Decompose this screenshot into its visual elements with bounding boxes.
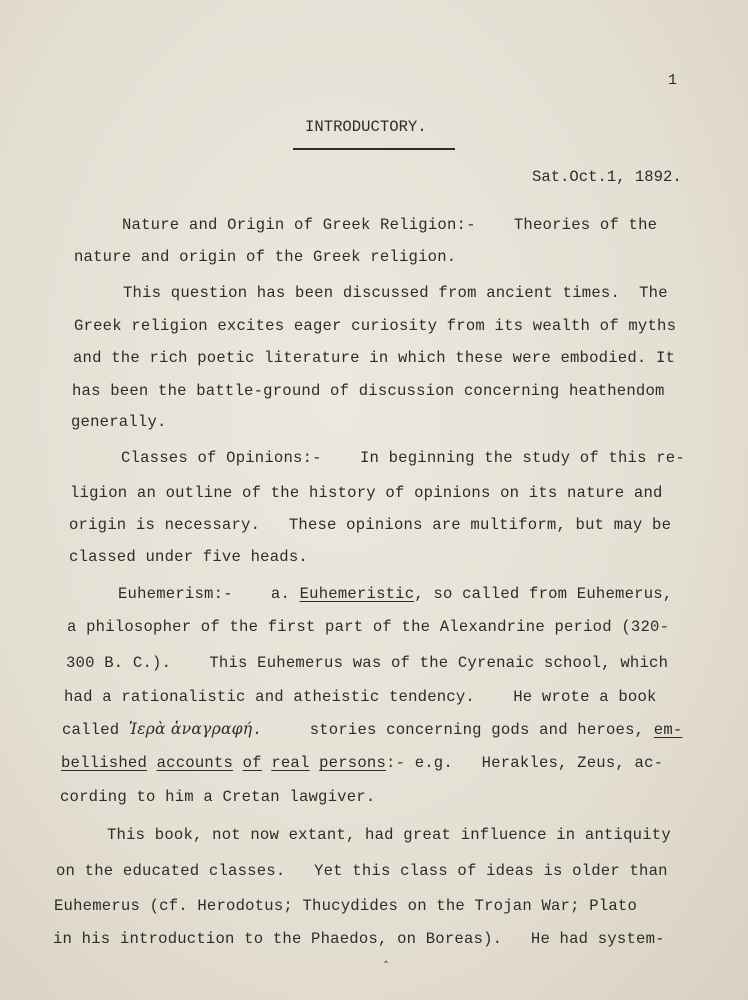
text-line: cording to him a Cretan lawgiver. bbox=[60, 788, 376, 806]
text-line: 300 B. C.). This Euhemerus was of the Cyrenaic school, which bbox=[66, 654, 669, 672]
text-line: Greek religion excites eager curiosity from its wealth of myths bbox=[74, 317, 677, 335]
text-line: generally. bbox=[71, 413, 167, 431]
title-underline bbox=[293, 148, 455, 150]
text-line: Nature and Origin of Greek Religion:- Theories of the bbox=[122, 216, 658, 234]
text-line: Euhemerism:- a. Euhemeristic, so called from Euhemerus, bbox=[118, 585, 673, 603]
text-line: This book, not now extant, had great influence in antiquity bbox=[107, 826, 671, 844]
underlined-term: bellished bbox=[61, 754, 148, 772]
page-title: INTRODUCTORY. bbox=[305, 118, 427, 136]
underlined-term: persons bbox=[319, 754, 387, 772]
underlined-term: em- bbox=[653, 721, 683, 739]
text-line: has been the battle-ground of discussion concerning heathendom bbox=[72, 382, 665, 400]
text-line: origin is necessary. These opinions are multiform, but may be bbox=[69, 516, 672, 534]
text-line: nature and origin of the Greek religion. bbox=[74, 248, 457, 266]
text-line: on the educated classes. Yet this class of ideas is older than bbox=[56, 862, 668, 880]
text-line: Classes of Opinions:- In beginning the study of this re- bbox=[121, 449, 685, 467]
text-line: a philosopher of the first part of the Alexandrine period (320- bbox=[67, 618, 670, 636]
text-line: bellished accounts of real persons:- e.g. Herakles, Zeus, ac- bbox=[61, 754, 664, 772]
underlined-term: accounts bbox=[156, 754, 234, 772]
text-line: called Ἱερὰ ἀναγραφή. stories concerning gods and heroes, em- bbox=[62, 720, 683, 739]
underlined-term: Euhemeristic bbox=[299, 585, 415, 603]
text-line: ligion an outline of the history of opinions on its nature and bbox=[70, 484, 663, 502]
text-line: classed under five heads. bbox=[69, 548, 308, 566]
text-line: and the rich poetic literature in which these were embodied. It bbox=[73, 349, 676, 367]
text-line: in his introduction to the Phaedos, on Boreas). He had system- bbox=[53, 930, 665, 948]
text-line: This question has been discussed from ancient times. The bbox=[123, 284, 668, 302]
page-number: 1 bbox=[668, 72, 678, 89]
greek-title: Ἱερὰ ἀναγραφή bbox=[128, 720, 253, 738]
date-line: Sat.Oct.1, 1892. bbox=[532, 168, 682, 186]
text-line: had a rationalistic and atheistic tendency. He wrote a book bbox=[64, 688, 657, 706]
text-line: Euhemerus (cf. Herodotus; Thucydides on the Trojan War; Plato bbox=[54, 897, 638, 915]
caret-mark-icon: ‸ bbox=[384, 950, 389, 964]
underlined-term: of bbox=[242, 754, 262, 772]
underlined-term: real bbox=[271, 754, 310, 772]
